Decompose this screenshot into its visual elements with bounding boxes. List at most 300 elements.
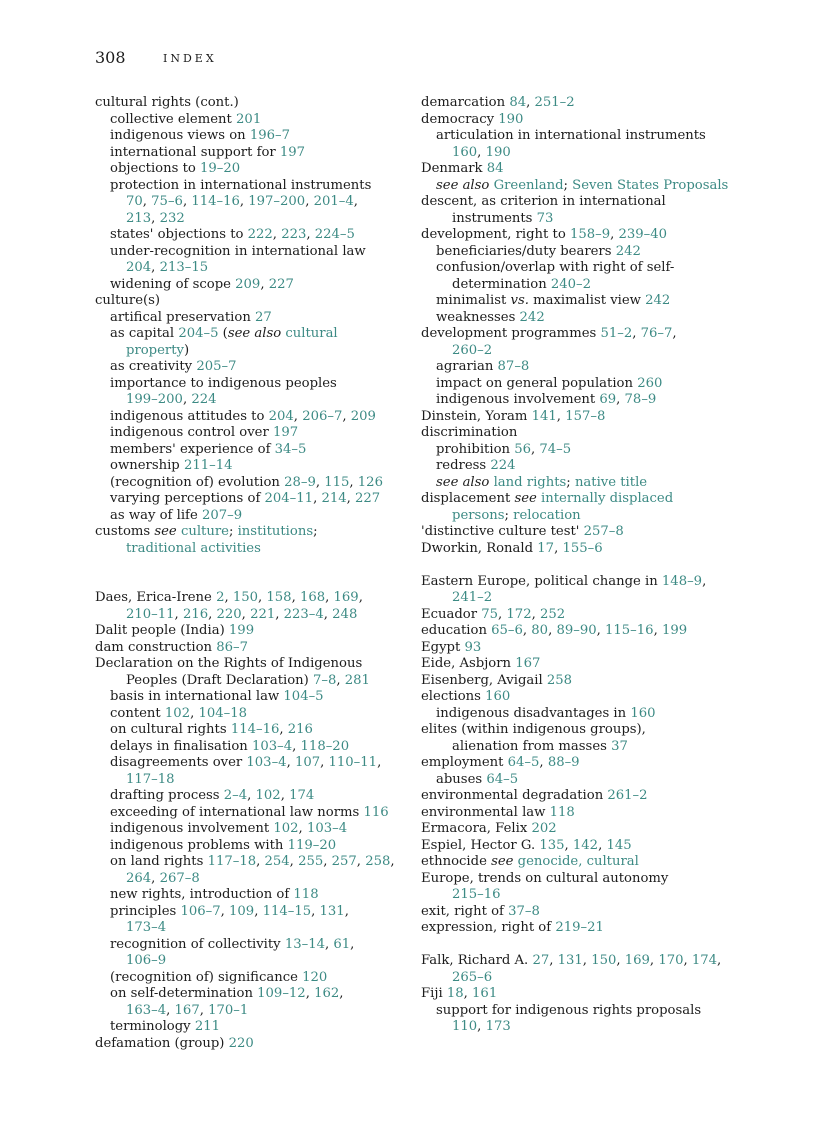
- index-link[interactable]: 104–5: [283, 689, 324, 704]
- index-text: ,: [292, 738, 301, 754]
- index-entry: [421, 161, 746, 178]
- index-text: ,: [564, 837, 573, 853]
- index-link[interactable]: 13–14: [284, 936, 325, 952]
- index-link[interactable]: 227: [355, 491, 381, 506]
- index-link[interactable]: 169: [624, 953, 650, 968]
- index-text: ,: [530, 441, 540, 457]
- index-link[interactable]: 261–2: [607, 788, 648, 803]
- index-link[interactable]: 223–4: [283, 606, 324, 622]
- index-link[interactable]: 115: [324, 474, 350, 490]
- index-link[interactable]: 169: [333, 590, 359, 605]
- index-continuation: [421, 211, 746, 228]
- index-subentry: [95, 508, 415, 525]
- index-link[interactable]: 27: [532, 953, 550, 968]
- index-link[interactable]: 148–9: [661, 573, 703, 589]
- index-link[interactable]: 206–7: [302, 408, 343, 424]
- index-continuation: [95, 541, 415, 558]
- index-link[interactable]: 197: [272, 425, 299, 440]
- index-text: ,: [344, 903, 349, 919]
- index-link[interactable]: 116: [363, 804, 389, 820]
- index-text: maximalist view: [528, 293, 646, 308]
- index-link[interactable]: 73: [536, 210, 554, 226]
- index-link[interactable]: 207–9: [201, 507, 243, 523]
- index-continuation: [421, 590, 746, 607]
- index-link[interactable]: 17: [537, 540, 555, 556]
- index-continuation: [421, 1019, 746, 1036]
- index-link[interactable]: 204–11: [264, 491, 314, 506]
- index-link[interactable]: 281: [344, 672, 370, 688]
- index-link[interactable]: 158–9: [569, 227, 611, 242]
- index-link[interactable]: 197: [279, 144, 306, 160]
- index-link[interactable]: 114–16: [191, 194, 240, 209]
- index-link[interactable]: 248: [332, 606, 358, 622]
- index-text: ,: [477, 144, 486, 160]
- index-subentry: [95, 739, 415, 756]
- index-continuation: [95, 607, 415, 624]
- index-continuation: [421, 277, 746, 294]
- index-entry: [421, 524, 746, 541]
- index-link[interactable]: 257–8: [583, 524, 624, 539]
- index-link[interactable]: 103–4: [306, 821, 348, 836]
- index-text: ,: [199, 1002, 209, 1018]
- index-link[interactable]: 160: [485, 689, 511, 704]
- index-text: ,: [549, 953, 558, 968]
- index-text: indigenous involvement: [110, 821, 274, 836]
- index-link[interactable]: property: [126, 342, 184, 358]
- index-link[interactable]: 170–1: [208, 1002, 249, 1018]
- index-text: ,: [531, 606, 540, 622]
- index-text: basis in international law: [110, 689, 284, 704]
- index-link[interactable]: 223: [281, 227, 307, 242]
- index-text: ,: [247, 788, 256, 803]
- index-text: ,: [239, 194, 249, 209]
- index-text: ,: [556, 408, 566, 424]
- index-text: demarcation: [421, 95, 510, 110]
- index-link[interactable]: 104–18: [198, 705, 248, 721]
- index-continuation: [95, 211, 415, 228]
- index-link[interactable]: 260: [637, 375, 663, 391]
- index-link[interactable]: 201–4: [313, 194, 354, 209]
- index-link[interactable]: 37–8: [508, 903, 540, 919]
- index-link[interactable]: culture: [180, 524, 229, 539]
- index-link[interactable]: 265–6: [452, 969, 493, 985]
- index-text: ,: [610, 227, 619, 242]
- index-text: indigenous involvement: [436, 392, 600, 407]
- index-text: ,: [241, 606, 251, 622]
- index-link[interactable]: 28–9: [284, 474, 316, 490]
- index-link[interactable]: 214: [321, 491, 347, 506]
- index-subentry: [95, 244, 415, 261]
- index-text: Eide, Asbjorn: [421, 656, 516, 671]
- index-link[interactable]: 204–5: [178, 326, 219, 341]
- index-link[interactable]: 167: [515, 656, 541, 671]
- index-link[interactable]: 196–7: [249, 128, 291, 143]
- index-link[interactable]: 242: [645, 293, 671, 308]
- index-text: ,: [390, 854, 395, 869]
- index-link[interactable]: 216: [182, 606, 209, 622]
- index-text: ,: [305, 986, 315, 1001]
- index-link[interactable]: native title: [574, 474, 648, 490]
- index-subentry: [421, 376, 746, 393]
- index-subentry: [421, 772, 746, 789]
- index-link[interactable]: 162: [314, 986, 340, 1001]
- index-entry: [421, 805, 746, 822]
- index-text: weaknesses: [436, 309, 520, 325]
- index-subentry: [95, 277, 415, 294]
- index-link[interactable]: 215–16: [452, 887, 501, 902]
- index-link[interactable]: 75–6: [151, 194, 183, 209]
- index-subentry: [95, 904, 415, 921]
- index-text: Ecuador: [421, 606, 482, 622]
- index-link[interactable]: 170: [658, 953, 684, 968]
- index-link[interactable]: 224: [490, 458, 516, 473]
- index-entry: [421, 656, 746, 673]
- index-text: 'distinctive culture test': [421, 524, 584, 539]
- index-entry: [421, 986, 746, 1003]
- index-continuation: [421, 739, 746, 756]
- index-link[interactable]: 131: [319, 903, 345, 919]
- index-text: states' objections to: [110, 227, 248, 242]
- index-text: impact on general population: [436, 375, 638, 391]
- cross-reference-marker: vs.: [510, 293, 529, 308]
- index-text: dam construction: [95, 639, 217, 655]
- index-continuation: [95, 1003, 415, 1020]
- index-link[interactable]: 110: [452, 1019, 478, 1034]
- index-link[interactable]: 209: [235, 276, 261, 292]
- index-link[interactable]: 173: [485, 1019, 511, 1034]
- index-text: as creativity: [110, 359, 197, 374]
- index-entry: [421, 953, 746, 970]
- index-link[interactable]: 239–40: [618, 227, 668, 242]
- index-link[interactable]: 254: [264, 854, 290, 869]
- index-link[interactable]: 172: [506, 606, 532, 622]
- index-link[interactable]: 107: [294, 755, 321, 770]
- index-link[interactable]: 232: [159, 210, 185, 226]
- index-text: ,: [320, 755, 329, 770]
- index-link[interactable]: 61: [333, 936, 351, 952]
- index-link[interactable]: 211: [194, 1019, 220, 1034]
- index-text: Eastern Europe, political change in: [421, 573, 662, 589]
- index-text: ,: [293, 408, 303, 424]
- index-text: ,: [142, 194, 152, 209]
- index-link[interactable]: 213: [126, 210, 152, 226]
- index-link[interactable]: 56: [514, 441, 531, 457]
- index-text: content: [110, 705, 165, 721]
- index-link[interactable]: genocide, cultural: [517, 854, 639, 869]
- index-link[interactable]: 242: [615, 243, 641, 259]
- index-link[interactable]: 199: [661, 623, 688, 638]
- index-subentry: [95, 491, 415, 508]
- index-link[interactable]: 102: [164, 705, 191, 721]
- index-link[interactable]: 64–5: [507, 755, 540, 770]
- index-link[interactable]: 190: [485, 144, 511, 160]
- index-text: objections to: [110, 161, 201, 176]
- index-text: customs: [95, 524, 155, 539]
- index-link[interactable]: 106–9: [126, 953, 167, 968]
- index-link[interactable]: relocation: [513, 507, 581, 523]
- index-link[interactable]: 260–2: [452, 342, 493, 358]
- index-text: ,: [208, 606, 217, 622]
- index-link[interactable]: 114–15: [262, 903, 312, 919]
- index-link[interactable]: 197–200: [248, 194, 306, 209]
- index-link[interactable]: 204: [268, 408, 294, 424]
- index-text: ,: [672, 326, 677, 341]
- index-continuation: [95, 392, 415, 409]
- index-link[interactable]: 219–21: [555, 920, 604, 935]
- index-text: international support for: [110, 144, 280, 160]
- index-link[interactable]: 168: [299, 590, 326, 605]
- index-text: ,: [632, 326, 641, 341]
- index-text: ,: [220, 903, 230, 919]
- index-subentry: [95, 475, 415, 492]
- index-subentry: [421, 310, 746, 327]
- index-link[interactable]: 190: [498, 111, 524, 127]
- index-link[interactable]: 84: [509, 95, 527, 110]
- index-link[interactable]: 160: [630, 705, 656, 721]
- index-link[interactable]: 103–4: [246, 755, 287, 770]
- index-subentry: [421, 706, 746, 723]
- index-text: ,: [151, 260, 160, 275]
- index-link[interactable]: 150: [232, 590, 259, 605]
- index-link[interactable]: 210–11: [126, 606, 175, 622]
- index-link[interactable]: 258: [365, 854, 391, 869]
- index-link[interactable]: 252: [539, 606, 566, 622]
- index-link[interactable]: 204: [126, 260, 152, 275]
- index-text: delays in finalisation: [110, 738, 252, 754]
- index-subentry: [421, 442, 746, 459]
- index-link[interactable]: 117–18: [207, 854, 257, 869]
- index-text: Ermacora, Felix: [421, 821, 532, 836]
- index-link[interactable]: 102: [255, 788, 281, 803]
- index-link[interactable]: 173–4: [126, 920, 167, 935]
- index-text: ,: [346, 491, 356, 506]
- index-text: on cultural rights: [110, 722, 231, 737]
- index-subentry: [95, 178, 415, 195]
- index-link[interactable]: 211–14: [183, 458, 233, 473]
- index-link[interactable]: 110–11: [328, 755, 378, 770]
- index-link[interactable]: 88–9: [547, 755, 580, 770]
- index-link[interactable]: 102: [273, 821, 299, 836]
- index-link[interactable]: 258: [546, 672, 573, 688]
- index-text: ,: [182, 392, 192, 407]
- index-link[interactable]: 74–5: [539, 441, 572, 457]
- index-text: ;: [228, 524, 238, 539]
- index-subentry: [421, 260, 746, 277]
- index-link[interactable]: cultural: [285, 326, 338, 341]
- index-link[interactable]: 202: [531, 821, 557, 836]
- index-link[interactable]: 160: [452, 144, 478, 160]
- index-link[interactable]: institutions: [237, 524, 314, 539]
- index-subentry: [421, 475, 746, 492]
- index-text: ,: [272, 227, 282, 242]
- index-text: ownership: [110, 458, 184, 473]
- index-text: ;: [313, 524, 318, 539]
- index-subentry: [95, 359, 415, 376]
- index-link[interactable]: 118: [549, 804, 575, 820]
- index-link[interactable]: 155–6: [562, 540, 603, 556]
- index-link[interactable]: 222: [247, 227, 273, 242]
- index-link[interactable]: 167: [174, 1002, 200, 1018]
- index-subentry: [95, 326, 415, 343]
- index-link[interactable]: 109–12: [257, 986, 306, 1001]
- index-entry: [421, 788, 746, 805]
- index-link[interactable]: internally displaced: [541, 491, 674, 506]
- index-text: (recognition of) evolution: [110, 474, 285, 490]
- index-subentry: [95, 986, 415, 1003]
- index-link[interactable]: 118–20: [300, 738, 350, 754]
- index-text: ,: [151, 870, 160, 886]
- index-link[interactable]: 76–7: [640, 326, 673, 341]
- index-text: cultural rights (cont.): [95, 95, 239, 110]
- index-link[interactable]: 227: [268, 276, 294, 292]
- index-link[interactable]: 220: [216, 606, 242, 622]
- index-subentry: [421, 392, 746, 409]
- index-link[interactable]: 220: [228, 1035, 254, 1051]
- index-continuation: [95, 194, 415, 211]
- index-link[interactable]: 18: [446, 986, 464, 1001]
- index-link[interactable]: persons: [452, 507, 505, 523]
- index-subentry: [95, 838, 415, 855]
- index-link[interactable]: 37: [611, 738, 628, 754]
- index-link[interactable]: Greenland: [493, 177, 564, 193]
- index-link[interactable]: 84: [486, 161, 504, 176]
- index-link[interactable]: 240–2: [550, 276, 592, 292]
- index-text: ,: [289, 854, 299, 869]
- index-text: abuses: [436, 771, 487, 787]
- index-text: new rights, introduction of: [110, 887, 294, 902]
- index-link[interactable]: 145: [606, 837, 632, 853]
- index-link[interactable]: 2–4: [223, 788, 248, 803]
- index-link[interactable]: 174: [289, 788, 315, 803]
- index-link[interactable]: traditional activities: [126, 540, 261, 556]
- index-link[interactable]: 216: [287, 722, 313, 737]
- index-continuation: [421, 970, 746, 987]
- index-link[interactable]: 150: [591, 953, 617, 968]
- index-link[interactable]: 89–90: [556, 623, 597, 638]
- index-link[interactable]: 119–20: [287, 837, 337, 853]
- index-text: confusion/overlap with right of self-: [436, 260, 675, 275]
- index-link[interactable]: 114–16: [230, 722, 280, 737]
- index-text: members' experience of: [110, 441, 275, 457]
- index-link[interactable]: 34–5: [274, 441, 307, 457]
- index-text: ,: [166, 1002, 175, 1018]
- index-link[interactable]: 264: [126, 870, 152, 886]
- index-text: ,: [596, 623, 606, 638]
- index-text: education: [421, 623, 492, 638]
- index-link[interactable]: 221: [250, 606, 276, 622]
- index-link[interactable]: 80: [531, 623, 549, 638]
- index-link[interactable]: 163–4: [126, 1002, 167, 1018]
- index-link[interactable]: 224–5: [314, 227, 355, 242]
- index-text: importance to indigenous peoples: [110, 375, 337, 391]
- index-entry: [421, 673, 746, 690]
- index-link[interactable]: 70: [126, 194, 143, 209]
- index-text: Eisenberg, Avigail: [421, 672, 547, 688]
- index-subentry: [421, 293, 746, 310]
- index-link[interactable]: 205–7: [196, 359, 237, 374]
- index-link[interactable]: 242: [519, 309, 545, 325]
- index-entry: [421, 112, 746, 129]
- index-link[interactable]: land rights: [493, 474, 567, 490]
- index-continuation: [421, 145, 746, 162]
- cross-reference-marker: see also: [436, 474, 490, 490]
- index-entry: [421, 574, 746, 591]
- index-link[interactable]: 199: [228, 623, 255, 638]
- index-link[interactable]: 19–20: [200, 161, 241, 176]
- index-link[interactable]: 86–7: [216, 639, 248, 655]
- index-link[interactable]: 64–5: [486, 771, 519, 787]
- index-link[interactable]: 51–2: [600, 326, 633, 341]
- index-link[interactable]: 69: [599, 392, 617, 407]
- index-text: redress: [436, 458, 491, 473]
- index-link[interactable]: 174: [691, 953, 718, 968]
- index-link[interactable]: 117–18: [126, 771, 175, 787]
- index-entry: [421, 326, 746, 343]
- index-link[interactable]: 27: [255, 309, 272, 325]
- index-link[interactable]: 106–7: [180, 903, 221, 919]
- index-link[interactable]: 109: [229, 903, 255, 919]
- index-text: indigenous problems with: [110, 837, 288, 853]
- index-link[interactable]: Seven States Proposals: [572, 177, 729, 193]
- index-link[interactable]: 131: [557, 953, 583, 968]
- index-link[interactable]: 241–2: [452, 590, 493, 605]
- index-entry: [421, 854, 746, 871]
- index-link[interactable]: 213–15: [159, 260, 209, 275]
- index-text: ,: [313, 491, 322, 506]
- index-subentry: [95, 227, 415, 244]
- index-link[interactable]: 2: [216, 590, 225, 605]
- index-link[interactable]: 141: [531, 408, 557, 424]
- index-link[interactable]: 126: [357, 474, 383, 490]
- index-link[interactable]: 255: [298, 854, 324, 869]
- index-link[interactable]: 120: [302, 969, 328, 985]
- index-link[interactable]: 115–16: [605, 623, 654, 638]
- index-link[interactable]: 267–8: [159, 870, 200, 886]
- index-link[interactable]: 87–8: [497, 359, 530, 374]
- index-link[interactable]: 158: [266, 590, 292, 605]
- index-link[interactable]: 224: [191, 392, 217, 407]
- index-text: ,: [258, 590, 267, 605]
- index-link[interactable]: 135: [539, 837, 565, 853]
- index-text: ,: [463, 986, 473, 1001]
- index-subentry: [421, 458, 746, 475]
- cross-reference-marker: see also: [436, 177, 490, 193]
- index-link[interactable]: 75: [481, 606, 499, 622]
- index-link[interactable]: 157–8: [565, 408, 606, 424]
- index-text: prohibition: [436, 441, 515, 457]
- index-text: ,: [616, 392, 625, 407]
- index-link[interactable]: 257: [331, 854, 357, 869]
- index-gap: [421, 557, 746, 574]
- index-link[interactable]: 201: [236, 111, 262, 127]
- index-text: exit, right of: [421, 903, 509, 919]
- index-link[interactable]: 103–4: [252, 738, 293, 754]
- index-link[interactable]: 161: [472, 986, 498, 1001]
- index-link[interactable]: 93: [464, 639, 482, 655]
- index-link[interactable]: 142: [572, 837, 599, 853]
- index-entry: [421, 491, 746, 508]
- index-text: ,: [554, 540, 563, 556]
- index-link[interactable]: 209: [350, 408, 376, 424]
- index-link[interactable]: 7–8: [313, 672, 337, 688]
- index-link[interactable]: 118: [293, 887, 319, 902]
- index-link[interactable]: 199–200: [126, 392, 183, 407]
- index-text: under-recognition in international law: [110, 243, 366, 259]
- index-link[interactable]: 251–2: [534, 95, 575, 110]
- index-link[interactable]: 65–6: [491, 623, 523, 638]
- index-link[interactable]: 78–9: [624, 392, 657, 407]
- index-text: elites (within indigenous groups),: [421, 722, 646, 737]
